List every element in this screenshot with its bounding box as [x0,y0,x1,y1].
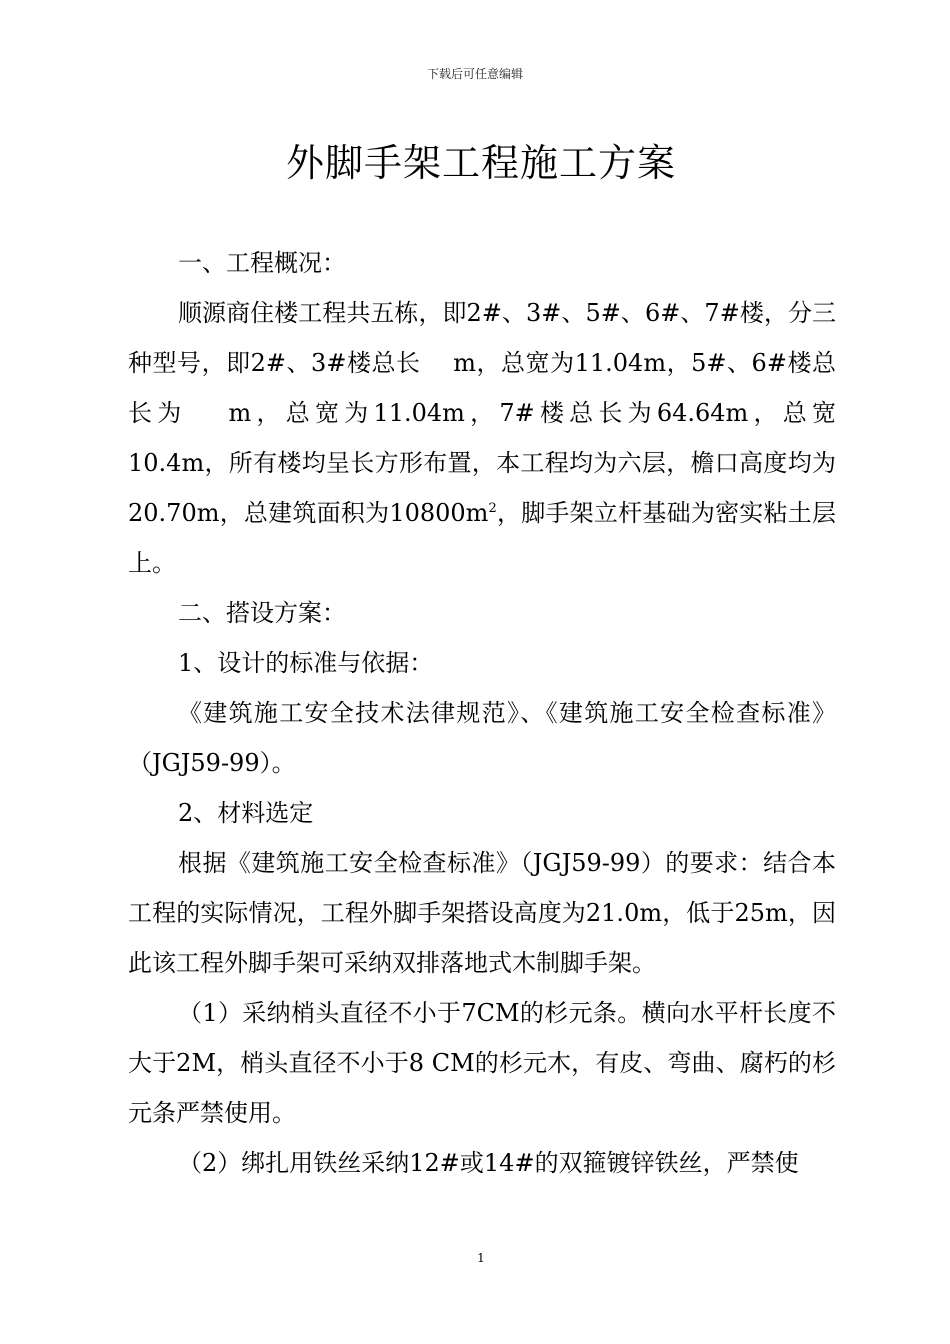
area-unit-superscript: 2 [488,501,497,516]
section-2-standards-text: 《建筑施工安全技术法律规范》、《建筑施工安全检查标准》（JGJ59-99）。 [128,699,836,777]
section-2-subheading-1: 1、设计的标准与依据： [178,649,434,677]
material-item-1: （1）采纳梢头直径不小于7CM的杉元条。横向水平杆长度不大于2M，梢头直径不小于8 CM的杉元木，有皮、弯曲、腐朽的杉元条严禁使用。 [128,999,836,1127]
header-note: 下载后可任意编辑 [426,67,523,81]
document-body [128,238,836,1188]
section-2-subheading-2: 2、材料选定 [178,799,314,827]
section-2-materials-text: 根据《建筑施工安全检查标准》（JGJ59-99）的要求：结合本工程的实际情况，工程外脚手架搭设高度为21.0m，低于25m，因此该工程外脚手架可采纳双排落地式木制脚手架。 [128,849,836,977]
section-1-text-tail: ，脚手架立杆基础为密实粘土层上。 [128,499,837,577]
page-number: 1 [477,1251,485,1265]
material-item-2: （2）绑扎用铁丝采纳12#或14#的双箍镀锌铁丝，严禁使 [178,1149,799,1177]
section-1-heading: 一、工程概况： [178,249,346,277]
section-1-text: 顺源商住楼工程共五栋，即2#、3#、5#、6#、7#楼，分三种型号，即2#、3#楼总长 m，总宽为11.04m，5#、6#楼总长为 m，总宽为11.04m，7#楼总长为64.64m，总宽10.4m，所有楼均呈长方形布置，本工程均为六层，檐口高度均为20.70m，总建筑面积为10800m [128,299,836,527]
section-1-paragraph [128,288,836,588]
section-2-heading: 二、搭设方案： [178,599,346,627]
document-title: 外脚手架工程施工方案 [285,141,676,185]
